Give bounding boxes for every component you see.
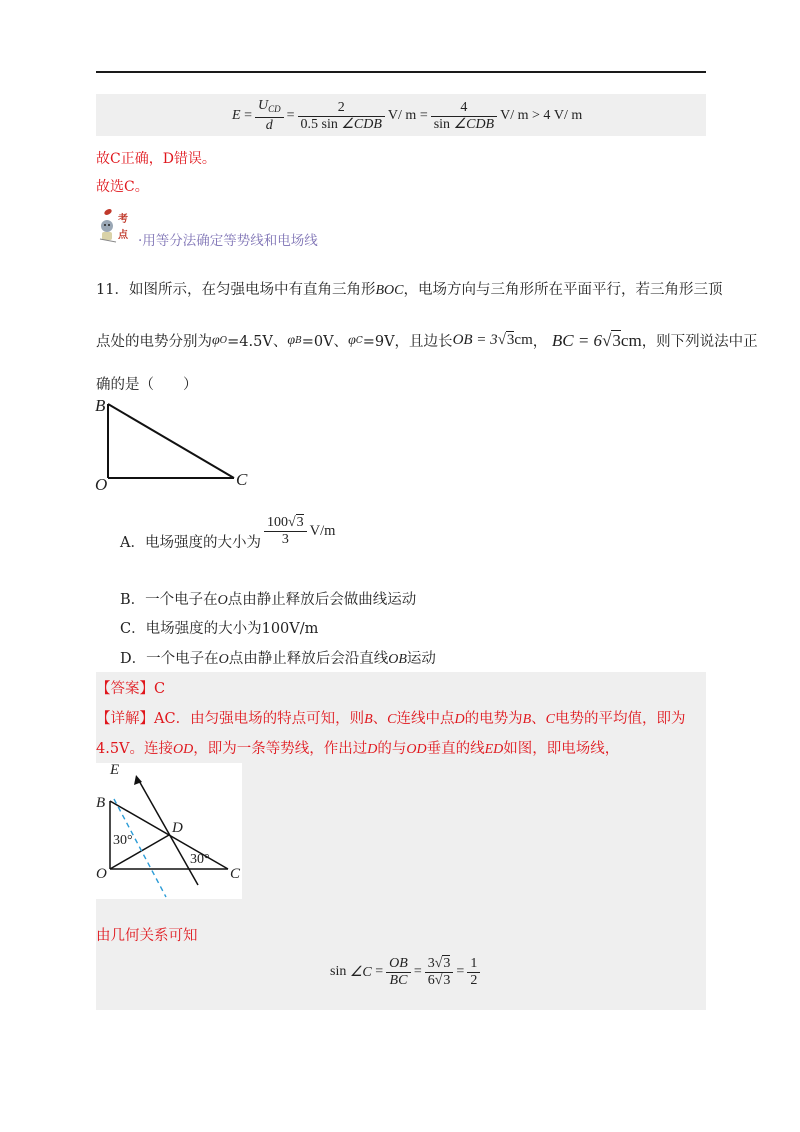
vertex-label-o: O <box>95 475 108 494</box>
option-a: A．电场强度的大小为 $\frac{100√3}{3}$ V/m <box>120 515 336 551</box>
vertex-label-c: C <box>236 470 248 489</box>
fig2-label-b: B <box>96 795 106 811</box>
field-line-figure <box>96 763 242 899</box>
question-line-2: 点处的电势分别为 φ O =4.5V、 φ B =0V、 φ C =9V，且边长 OB = 3√3cm ， BC = 6√3cm ，则下列说法中正 <box>96 330 758 350</box>
formula-sin-c: sin ∠C = $\frac{OB}{BC}$ = $\frac{3√3}{6√3}$ = $\frac{1}{2}$ <box>330 950 483 994</box>
geometry-text: 由几何关系可知 <box>96 928 198 944</box>
kaodian-icon <box>96 206 136 246</box>
fig2-angle-b: 30° <box>113 833 133 848</box>
header-rule <box>96 71 706 73</box>
vertex-label-b: B <box>95 396 106 415</box>
fig2-label-d: D <box>172 820 183 836</box>
side-bc <box>108 404 234 478</box>
kaodian-badge-top: 考 <box>118 214 128 225</box>
formula-electric-field: E = $\frac{U_{CD}}{d}$ = $\frac{2}{\text{0.5 sin ∠CDB}}$ V/ m = $\frac{4}{\text{sin ∠CDB}}$ V/ m > 4 V/ m <box>232 98 583 133</box>
option-d: D．一个电子在O点由静止释放后会沿直线OB运动 <box>120 651 436 667</box>
fig2-label-o: O <box>96 866 107 882</box>
kaodian-badge <box>96 206 136 246</box>
fig2-angle-c: 30° <box>190 852 210 867</box>
fig2-label-e: E <box>110 762 120 778</box>
conclusion-line-1: 故C正确，D错误。 <box>96 151 216 167</box>
answer-line: 【答案】C <box>96 681 166 697</box>
fig2-label-c: C <box>230 866 241 882</box>
kaodian-badge-bottom: 点 <box>118 230 128 241</box>
question-line-1: 11．如图所示，在匀强电场中有直角三角形BOC，电场方向与三角形所在平面平行，若三角形三顶 <box>96 282 723 298</box>
option-c: C．电场强度的大小为100V/m <box>120 621 319 637</box>
kaodian-text: ·用等分法确定等势线和电场线 <box>138 233 318 249</box>
explain-line-1: 【详解】AC．由匀强电场的特点可知，则B、C连线中点D的电势为B、C电势的平均值，即为 <box>96 711 686 727</box>
conclusion-line-2: 故选C。 <box>96 179 149 195</box>
explain-line-2: 4.5V。连接OD，即为一条等势线，作出过D的与OD垂直的线ED如图，即电场线， <box>96 741 620 757</box>
option-b: B．一个电子在O点由静止释放后会做曲线运动 <box>120 592 417 608</box>
question-line-3: 确的是（ ） <box>96 377 198 393</box>
